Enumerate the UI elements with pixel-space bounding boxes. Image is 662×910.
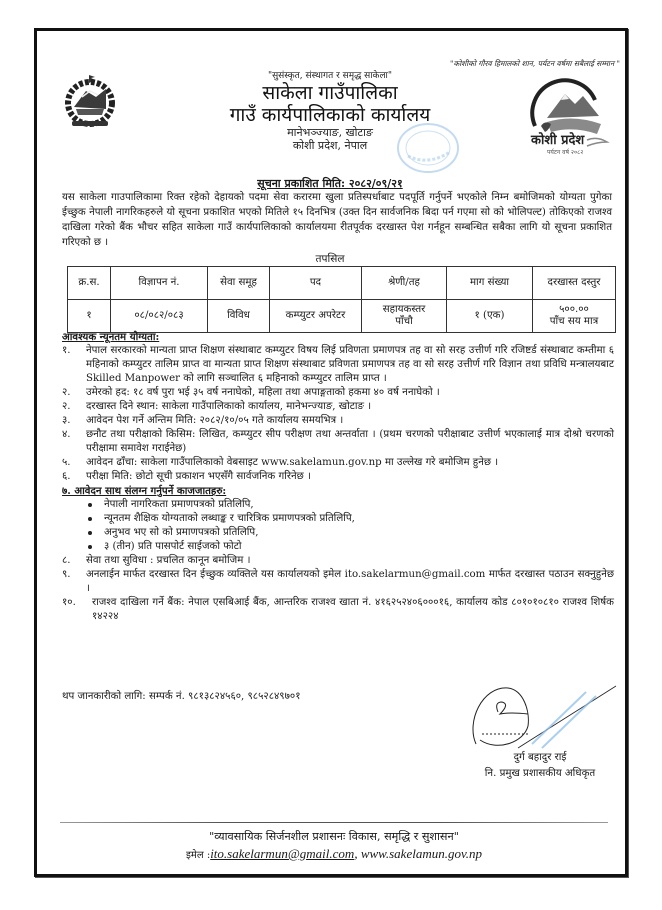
documents-heading: ७. आवेदन साथ संलग्न गर्नुपर्ने काजजातहरु:	[62, 485, 227, 497]
requirement-text: आवेदन पेश गर्ने अन्तिम मिति: २०८२/१०/०५ गते कार्यालय समयभित्र ।	[86, 415, 344, 426]
requirement-text: परीक्षा मिति: छोटो सूची प्रकाशन भएसँगै सार्वजनिक गरिनेछ ।	[86, 471, 311, 482]
signatory	[470, 750, 610, 782]
requirement-item	[62, 554, 614, 568]
requirement-item	[62, 344, 614, 386]
requirement-number: ८.	[62, 555, 71, 566]
cell-fee-amount: ५००.००	[559, 304, 589, 315]
contact-line: थप जानकारीको लागि: सम्पर्क नं. ९८१३८२४५६०, ९८५२८४९७०१	[62, 691, 301, 702]
cell-level-line1: सहायकस्तर	[382, 304, 426, 315]
requirements-heading: आवश्यक न्यूनतम योग्यता:	[62, 331, 160, 343]
cell-fee	[533, 300, 616, 333]
signer-name: दुर्ग बहादुर राई	[513, 752, 567, 763]
vacancy-table	[67, 266, 616, 333]
footer-divider	[60, 822, 608, 823]
requirement-number: ३.	[62, 415, 71, 426]
address-line-2: कोशी प्रदेश, नेपाल	[292, 139, 368, 152]
signature-icon	[468, 682, 618, 752]
letterhead-motto: "सुसंस्कृत, संस्थागत र समृद्ध साकेला"	[267, 71, 393, 81]
koshi-logo-subtitle: पर्यटन वर्ष २०८२	[547, 149, 584, 156]
koshi-tagline: "कोशीको गौरव हिमालको शान, पर्यटन वर्षमा सबैलाई सम्मान "	[450, 59, 620, 68]
documents-list	[62, 498, 614, 554]
document-list-item: न्यूनतम शैक्षिक योग्यताको लब्धाङ्क र चारित्रिक प्रमाणपत्रको प्रतिलिपि,	[104, 512, 614, 526]
requirement-item	[62, 596, 614, 624]
col-header-fee: दरखास्त दस्तुर	[533, 267, 616, 300]
requirement-number: १०.	[62, 597, 76, 608]
intro-paragraph: यस साकेला गाउपालिकामा रिक्त रहेको देहायको पदमा सेवा करारमा खुला प्रतिस्पर्धाबाट पदपूर्ति गर्नुपर्ने भएकोले निम्न बमोजिमको योग्यता पुगेका ईच्छुक नेपाली नागरिकहरुले यो सूचना प्रकाशित भएको मितिले १५ दिनभित्र (उक्त दिन सार्वजनिक बिदा पर्न गएमा सो को भोलिपल्ट) तोकिएको राजश्व दाखिला गरेको बैंक भौचर सहित साकेला गाउँ कार्यपालिकाको कार्यालयमा रीतपूर्वक दरखास्त पेश गर्नहून सम्बन्धित सबैका लागि यो सूचना प्रकाशित गरिएको छ ।	[62, 192, 612, 248]
requirement-item	[62, 470, 614, 484]
address-line-1: मानेभञ्ज्याङ, खोटाङ	[287, 126, 373, 139]
requirement-item	[62, 428, 614, 456]
municipality-name: साकेला गाउँपालिका	[262, 82, 398, 104]
requirement-text: दरखास्त दिने स्थान: साकेला गाउँपालिकाको कार्यालय, मानेभन्ज्याङ, खोटाङ ।	[86, 401, 372, 412]
cell-fee-words: पाँच सय मात्र	[549, 316, 599, 327]
col-header-level: श्रेणी/तह	[362, 267, 447, 300]
koshi-logo-title: कोशी प्रदेश	[531, 133, 585, 148]
requirement-text: राजश्व दाखिला गर्ने बैंक: नेपाल एसबिआई बैंक, आन्तरिक राजश्व खाता नं. ४१६२५२४०६०००१६, कार्यालय कोड ८०१०१०८१० राजश्व शिर्षक १४२२४	[92, 597, 614, 622]
requirement-number: ५.	[62, 457, 71, 468]
footer-contact	[60, 846, 608, 862]
footer-email-link[interactable]: ito.sakelarmun@gmail.com	[210, 846, 355, 861]
document-list-item: अनुभव भए सो को प्रमाणपत्रको प्रतिलिपि,	[104, 526, 614, 540]
col-header-demand: माग संख्या	[447, 267, 533, 300]
office-stamp-icon	[392, 118, 462, 178]
footer-website-link[interactable]: www.sakelamun.gov.np	[360, 846, 483, 861]
requirement-number: ४.	[62, 429, 71, 440]
notice-date: सूचना प्रकाशित मिति: २०८२/०९/२१	[257, 177, 403, 190]
requirement-item	[62, 568, 614, 596]
table-header-row	[68, 267, 616, 300]
col-header-service-group: सेवा समूह	[208, 267, 270, 300]
table-row	[68, 300, 616, 333]
requirement-number: १.	[62, 345, 71, 356]
office-name: गाउँ कार्यपालिकाको कार्यालय	[229, 104, 431, 126]
koshi-pradesh-logo	[517, 78, 617, 164]
requirement-number: २.	[62, 401, 71, 412]
cell-sn: १	[68, 300, 111, 333]
signer-designation: नि. प्रमुख प्रशासकीय अधिकृत	[484, 768, 596, 779]
requirement-number: ९.	[62, 569, 71, 580]
footer-motto: "व्यावसायिक सिर्जनशील प्रशासनः विकास, समृद्धि र सुशासन"	[209, 830, 459, 843]
requirement-number: २.	[62, 387, 71, 398]
table-caption: तपसिल	[315, 253, 345, 265]
col-header-ad-no: विज्ञापन नं.	[111, 267, 208, 300]
requirement-text: नेपाल सरकारको मान्यता प्राप्त शिक्षण संस्थाबाट कम्प्युटर विषय लिई प्रविणता प्रमाणपत्र तह वा सो सरह उत्तीर्ण गरि रजिष्टर्ड संस्थाबाट कम्तीमा ६ महिनाको कम्प्युटर तालिम प्राप्त वा मान्यता प्राप्त शिक्षण संस्थाबाट प्रविणता प्रमाणपत्र तह वा सो सरह उत्तीर्ण गरि विज्ञान तथा प्रविधि मन्त्रालयबाट Skilled Manpower को लागि सञ्चालित ६ महिनाको कम्प्युटर तालिम प्राप्त ।	[86, 345, 614, 384]
footer-email-label: इमेल :	[185, 850, 211, 861]
col-header-post: पद	[270, 267, 362, 300]
col-header-sn: क्र.स.	[68, 267, 111, 300]
document-list-item: ३ (तीन) प्रति पासपोर्ट साईजको फोटो	[104, 540, 614, 554]
requirement-item	[62, 414, 614, 428]
requirement-text: अनलाईन मार्फत दरखास्त दिन ईच्छुक व्यक्तिले यस कार्यालयको इमेल ito.sakelarmun@gmail.com मार्फत दरखास्त पठाउन सक्नुहुनेछ ।	[86, 569, 614, 594]
requirement-text: सेवा तथा सुविधा : प्रचलित कानून बमोजिम ।	[86, 555, 251, 566]
footer-separator: ,	[354, 846, 361, 861]
cell-ad-no: ०८/०८२/०८३	[111, 300, 208, 333]
requirement-item	[62, 456, 614, 470]
requirement-text: उमेरको हद: १८ वर्ष पुरा भई ३५ वर्ष ननाघेको, महिला तथा अपाङ्गताको हकमा ४० वर्ष ननाघेको ।	[86, 387, 440, 398]
nepal-emblem-icon	[62, 73, 118, 131]
requirement-text: आवेदन ढाँचा: साकेला गाउँपालिकाको वेबसाइट www.sakelamun.gov.np मा उल्लेख गरे बमोजिम हुनेछ ।	[86, 457, 499, 468]
cell-demand: १ (एक)	[447, 300, 533, 333]
cell-level-line2: पाँचौ	[395, 316, 413, 327]
requirement-item	[62, 386, 614, 400]
requirement-number: ६.	[62, 471, 71, 482]
cell-post: कम्प्युटर अपरेटर	[270, 300, 362, 333]
requirement-text: छनौट तथा परीक्षाको किसिम: लिखित, कम्प्युटर सीप परीक्षण तथा अन्तर्वाता । (प्रथम चरणको परीक्षाबाट उत्तीर्ण भएकालाई मात्र दोश्रो चरणको परीक्षामा समावेश गराईनेछ)	[86, 429, 614, 454]
cell-level	[362, 300, 447, 333]
cell-service-group: विविध	[208, 300, 270, 333]
requirements-section	[62, 330, 614, 624]
document-list-item: नेपाली नागरिकता प्रमाणपत्रको प्रतिलिपि,	[104, 498, 614, 512]
requirement-item	[62, 400, 614, 414]
